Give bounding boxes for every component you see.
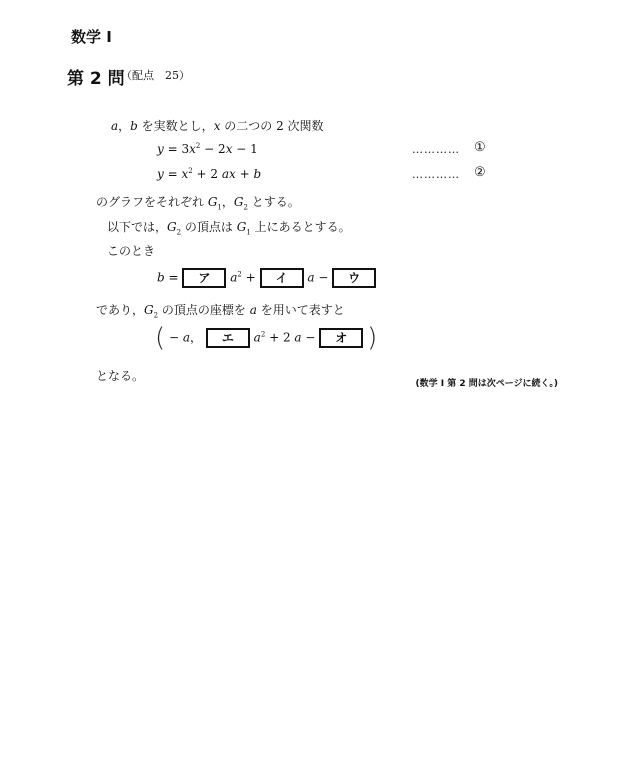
intro-text: a，b を実数とし，x の二つの 2 次関数 [111, 119, 324, 133]
answer-box-u[interactable]: ウ [332, 268, 376, 288]
konotoki-text: このとき [107, 244, 156, 258]
function-1-dots: ………… [412, 143, 460, 156]
answer-box-a[interactable]: ア [182, 268, 226, 288]
graphs-text: のグラフをそれぞれ $G_1$，$G_2$ とする。 [96, 195, 300, 212]
answer-box-o[interactable]: オ [319, 328, 363, 348]
subject-title: 数学 I [71, 28, 112, 46]
vertex-expression: ( − a， エ $a^2 + 2$ a − オ ) [155, 323, 378, 353]
function-1-equation: $y = 3x^2 - 2x - 1$ [157, 142, 258, 156]
naru-text: となる。 [96, 369, 145, 383]
close-paren: ) [367, 323, 378, 353]
continuation-note: (数学 I 第 2 問は次ページに続く。) [415, 379, 558, 389]
answer-box-e[interactable]: エ [206, 328, 250, 348]
condition-text: 以下では，$G_2$ の頂点は $G_1$ 上にあるとする。 [107, 220, 351, 237]
question-title: 第 2 問 [67, 69, 125, 89]
points-label: （配点 25） [121, 69, 190, 82]
b-equation: b = ア $a^2$ + イ a − ウ [157, 268, 376, 288]
function-1-marker: ① [474, 140, 486, 155]
vertex-text: であり，$G_2$ の頂点の座標を a を用いて表すと [96, 303, 345, 320]
answer-box-i[interactable]: イ [260, 268, 304, 288]
function-2-equation: $y = x^2 + 2$ ax + b [157, 167, 262, 181]
function-2-marker: ② [474, 165, 486, 180]
open-paren: ( [155, 323, 166, 353]
function-2-dots: ………… [412, 168, 460, 181]
